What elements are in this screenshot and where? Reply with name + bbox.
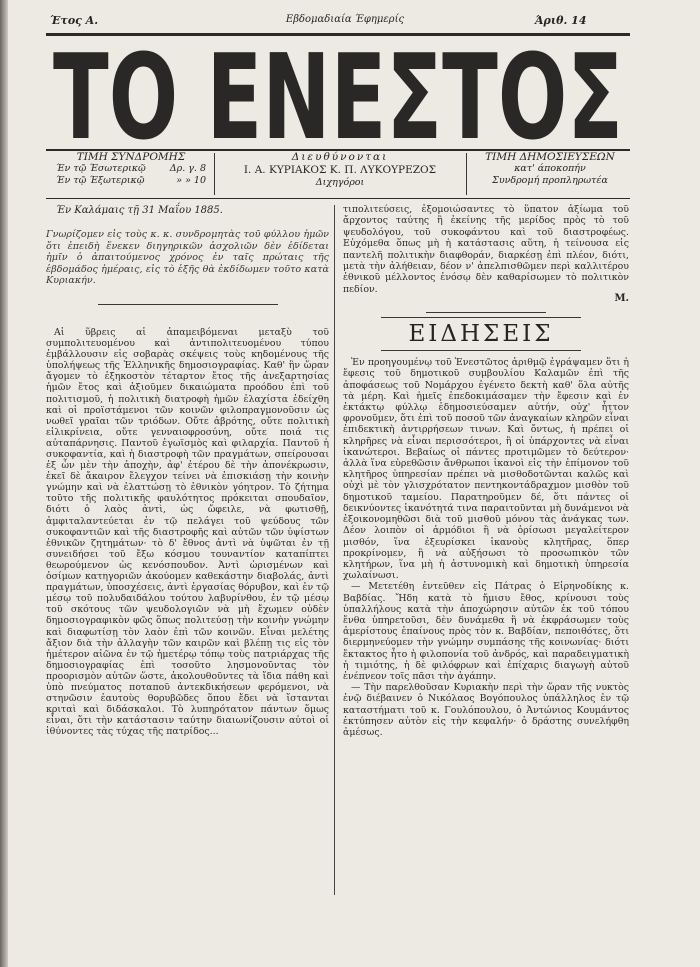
subtitle: Εβδομαδιαία Έφημερίς — [285, 14, 405, 25]
notice-paragraph: Γνωρίζομεν εἰς τοὺς κ. κ. συνδρομητὰς τοῦ φύλλου ἡμῶν ὅτι ἐπειδὴ ἕνεκεν διηγηρικῶν ἀσχολιῶν δὲν ἐδίδεται ἡμῖν ὁ ἀπαιτούμενος χρόνος ἐν ταῖς πρώταις τῆς ἑβδομάδος ἡμέραις, εἰς τὸ ἑξῆς θὰ ἐκδίδωμεν τοῦτο κατὰ Κυριακήν. — [46, 229, 329, 287]
masthead-title — [46, 36, 630, 148]
editors-note: Διχηγόροι — [315, 177, 365, 188]
advertising-box — [472, 151, 628, 197]
editors-names: Ι. Α. ΚΥΡΙΑΚΟΣ Κ. Π. ΛΥΚΟΥΡΕΖΟΣ — [243, 164, 437, 176]
section-divider — [98, 304, 278, 305]
info-divider — [214, 153, 215, 195]
subscription-heading: ΤΙΜΗ ΣΥΝΔΡΟΜΗΣ — [76, 151, 186, 163]
masthead-title-text: ΤΟ ΕΝΕΣΤΟΣ — [53, 36, 623, 148]
section-divider — [426, 312, 546, 313]
subscription-box — [56, 151, 206, 197]
news-heading: ΕΙΔΗΣΕΙΣ — [381, 317, 581, 351]
news-section — [343, 357, 629, 738]
subscription-row: Έν τῷ Έξωτερικῷ » » 10 — [56, 175, 206, 186]
advertising-line1: κατ' άποκοπήν — [514, 163, 586, 174]
masthead — [46, 36, 630, 148]
column-divider — [334, 205, 335, 895]
dateline: Έν Καλάμαις τῇ 31 Μαΐου 1885. — [56, 205, 223, 216]
news-item: — Μετετέθη ἐντεῦθεν εἰς Πάτρας ὁ Εἰρηνοδίκης κ. Βαβδίας. Ἤδη κατὰ τὸ ἤμισυ ἔθος, κρίνουσι τοὺς ὑπαλλήλους κατὰ τὴν ἀποχώρησιν αὐτῶν ἐκ τοῦ τόπου ἔνθα ὑπηρετοῦσι, δὲν δυνάμεθα ἢ νὰ ἐκφράσωμεν τοὺς ἀμερίστους ἐπαίνους πρὸς τὸν κ. Βαβδίαν, πεποιθότες, ὅτι διερμηνεύομεν τὴν γνώμην συμπάσης τῆς κοινωνίας· διότι ἔκτακτος ἦτο ἡ φιλοπονία τοῦ ἀνδρός, καὶ παραδειγματικὴ ἡ τιμιότης, ἡ δὲ φιλόφρων καὶ ἐπίχαρις διαγωγὴ αὐτοῦ ἐνέπνεον τοῖς πᾶσι τὴν ἀγάπην. — [343, 581, 629, 682]
right-column — [343, 204, 629, 738]
issue-label: Άριθ. 14 — [535, 14, 587, 27]
editors-heading: Διευθύνονται — [291, 151, 389, 163]
signature: Μ. — [614, 293, 629, 305]
year-label: Έτος Α. — [50, 14, 99, 27]
left-column — [46, 204, 329, 737]
editors-box — [220, 151, 460, 197]
info-divider — [466, 153, 467, 195]
news-item: — Τὴν παρελθοῦσαν Κυριακὴν περὶ τὴν ὥραν τῆς νυκτὸς ἐνῷ διέβαινεν ὁ Νικόλαος Βογόπουλος ὑπάλληλος ἐν τῷ καταστήματι τοῦ κ. Γουλόπουλου, ὁ Ἀντώνιος Κουμάντος ἐκτύπησεν αὐτὸν εἰς τὴν κεφαλήν· ὁ δράστης συνελήφθη ἀμέσως. — [343, 682, 629, 738]
info-rule — [46, 198, 630, 199]
editorial-article — [46, 327, 329, 737]
subscription-row: Έν τῷ Έσωτερικῷ Δρ. γ. 8 — [56, 163, 206, 174]
advertising-heading: ΤΙΜΗ ΔΗΜΟΣΙΕΥΣΕΩΝ — [485, 151, 615, 163]
top-strip — [0, 0, 700, 34]
editorial-text: Αἱ ὕβρεις αἱ ἀπαμειβόμεναι μεταξὺ τοῦ συμπολιτευομένου καὶ ἀντιπολιτευομένου τύπου ἐμβάλλουσιν εἰς σοβαρὰς σκέψεις τοὺς κηδομένους τῆς ὑπολήψεως τῆς Ἑλληνικῆς δημοσιογραφίας. Καθ' ἣν ὥραν ἄγομεν τὸ ἑξηκοστὸν τέταρτον ἔτος τῆς ἀνεξαρτησίας ἡμῶν ἔτος καὶ ἀξιοῦμεν δικαιώματα προόδου ἐπὶ τοῦ πολιτισμοῦ, ἡ πολιτικὴ διατροφὴ ἡμῶν ἐλαχίστα ἐδείχθη καὶ οἱ προϊστάμενοι τῶν κοινῶν φιλοπραγμονοῦσιν ὡς νωθεῖ γραῖαι τῶν τριόδων. Οὔτε ἀβρότης, οὔτε πολιτικὴ εἰλικρίνεια, οὔτε γενναιοφροσύνη, οὔτε ποιά τις αὐταπάρνησις. Παντοῦ ἐγωϊσμὸς καὶ φιλαρχία. Παντοῦ ἡ συκοφαντία, καὶ ἡ διαστροφὴ τῶν πραγμάτων, σπείρουσαι ἐξ ὧν μὲν τὴν ἀποχὴν, ἀφ' ἐτέρου δὲ τὴν ἀπονέκρωσιν, ἐκεῖ δὲ ἄκαιρον ἔλεγχον τείνει νὰ ἐπισκιάσῃ τὴν κοινὴν γνώμην καὶ νὰ ἐλαττώσῃ τὸ ἐθνικὸν γόητρον. Τὸ ζήτημα τοῦτο τῆς πολιτικῆς φαυλότητος πρόκειται σπουδαῖον, διότι ὁ λαὸς ἀντὶ, ὡς ὤφειλε, νὰ φωτισθῇ, ἀμφιταλαντεύεται ἐν τῷ πελάγει τοῦ ψεύδους τῶν συκοφαντιῶν καὶ τῆς διαστροφῆς καὶ αὐτῶν τῶν ὑψίστων ἐθνικῶν ζητημάτων· τὸ δ' ἔθνος ἀντὶ νὰ ὑψῶται ἐν τῇ συνειδήσει τοῦ ἔξω κόσμου τουναντίον καταπίπτει θεωρούμενον ὡς κενόσπουδον. Ἀντὶ ὡρισμένων καὶ ὁσίμων κατηγοριῶν ἀκούομεν καθεκάστην διαβολάς, ἀντὶ πραγμάτων, ὑποσχέσεις, ἀντὶ ἐργασίας θόρυβον, καὶ ἐν τῷ μέσῳ τοῦ πολυδαιδάλου τούτου λαβυρίνθου, ἐν τῷ μέσῳ τοῦ σκότους τῶν ψευδολογιῶν νὰ μὴ ἔχωμεν οὐδὲν δημοσιογραφικὸν φῶς ὅπως πολιτεύσῃ τὴν κοινὴν γνώμην καὶ διαφωτίσῃ τὸν λαὸν ἐπὶ τῶν κοινῶν. Εἶναι μελέτης ἄξιον διὰ τὴν ἀλλαγὴν τῶν καιρῶν καὶ βλέπῃ τις εἰς τὸν ἡμέτερον αἰῶνα ἐν τῷ ἡμετέρῳ τόπῳ τοὺς πατριάρχας τῆς δημοσιογραφίας ἐπὶ τοσοῦτο λησμονοῦντας τὸν προορισμὸν αὐτῶν ὥστε, ἀκολουθοῦντες τὰ ἴδια πάθη καὶ ὑπὸ πνεύματος ποταποῦ ἀντεκδικήσεων φερόμενοι, νὰ στηνῶσιν ἑαυτοὺς θορυβῶδες ὅπου ἔδει νὰ ἵστανται κριταὶ καὶ διδάσκαλοι. Τὸ λυπηρότατον πάντων ὅμως εἶναι, ὅτι τὴν κατάστασιν ταύτην διαιωνίζουσιν αὐτοὶ οἱ ἰθύνοντες τὰς τύχας τῆς πατρίδος... — [46, 326, 329, 738]
news-item: Ἐν προηγουμένῳ τοῦ Ἐνεστῶτος ἀριθμῷ ἐγράψαμεν ὅτι ἡ ἔφεσις τοῦ δημοτικοῦ συμβουλίου Καλαμῶν ἐπὶ τῆς ἀποφάσεως τοῦ Νομάρχου ἐγένετο δεκτὴ καθ' ὅλα αὐτῆς τὰ μέρη. Καὶ ἡμεῖς ἐπεδοκιμάσαμεν τὴν ἔφεσιν καὶ ἐν ἐκτάκτῳ φύλλῳ ἐδημοσιεύσαμεν αὐτήν, οὐχ' ἧττον φρονοῦμεν, ὅτι ἐπὶ τοῦ ποσοῦ τῶν ἀναγκαίων κληρῶν εἶναι ἐπιδεκτικὴ ἀντιρρήσεων τινων. Καὶ ὄντως, ἡ πρέπει οἱ κληρῆρες νὰ εἶναι περισσότεροι, ἢ οἱ ὑπάρχοντες νὰ εἶναι ἱκανώτεροι. Βεβαίως οἱ πάντες προτιμῶμεν τὸ δεύτερον· ἀλλὰ ἵνα εὑρεθῶσιν ἄνθρωποι ἱκανοὶ εἰς τὴν ἐπίμονον τοῦ κλητῆρος ὑπηρεσίαν πρέπει νὰ μισθοδοτῶνται καλῶς καὶ οὐχὶ μὲ τὸν γλισχρότατον πεντηκοντάδραχμον μισθὸν τοῦ δημοτικοῦ ταμείου. Παρατηροῦμεν δέ, ὅτι πάντες οἱ δεικνύοντες ἱκανότητά τινα παραιτοῦνται μὴ δυνάμενοι νὰ ἐξοικονομηθῶσι διὰ τοῦ μισθοῦ μόνου τὰς ἀνάγκας των. Δέον λοιπὸν οἱ ἁρμόδιοι ἢ νὰ ὁρίσωσι μεγαλείτερον μισθόν, ἵνα ἐξευρίσκει ἱκανοὺς κλητῆρας, ὅπερ προκρίνομεν, ἢ νὰ αὐξήσωσι τὸ προσωπικὸν τῶν κλητήρων, ἵνα μὴ ἡ ἀστυνομικὴ καὶ δημοτικὴ ὑπηρεσία χωλαίνωσι. — [343, 357, 629, 582]
info-bar — [46, 151, 630, 197]
editorial-continuation: τιπολιτεύσεις, ἐξομοιώσαντες τὸ ὕπατον ἀξίωμα τοῦ ἄρχοντος ταύτης ἢ ἐκείνης τῆς μερίδος πρὸς τὸ τοῦ ψευδολόγου, τοῦ συκοφάντου καὶ τοῦ διαστροφέως. Εὐχόμεθα ὅπως μὴ ἡ κατάστασις αὕτη, ἡ τείνουσα εἰς παντελῆ πολιτικὴν διαφθοράν, διαρκέσῃ ἐπὶ πλέον, διότι, μετὰ τὴν ἀλήθειαν, δέον ν' ἀπελπισθῶμεν περὶ καλλιτέρου ἐθνικοῦ μέλλοντος ἐνόσῳ δὲν καθαρίσωμεν τὸ πολιτικὸν πεδίον. — [343, 204, 629, 295]
scan-edge — [0, 0, 8, 967]
advertising-line2: Συνδρομή προπληρωτέα — [492, 175, 608, 186]
